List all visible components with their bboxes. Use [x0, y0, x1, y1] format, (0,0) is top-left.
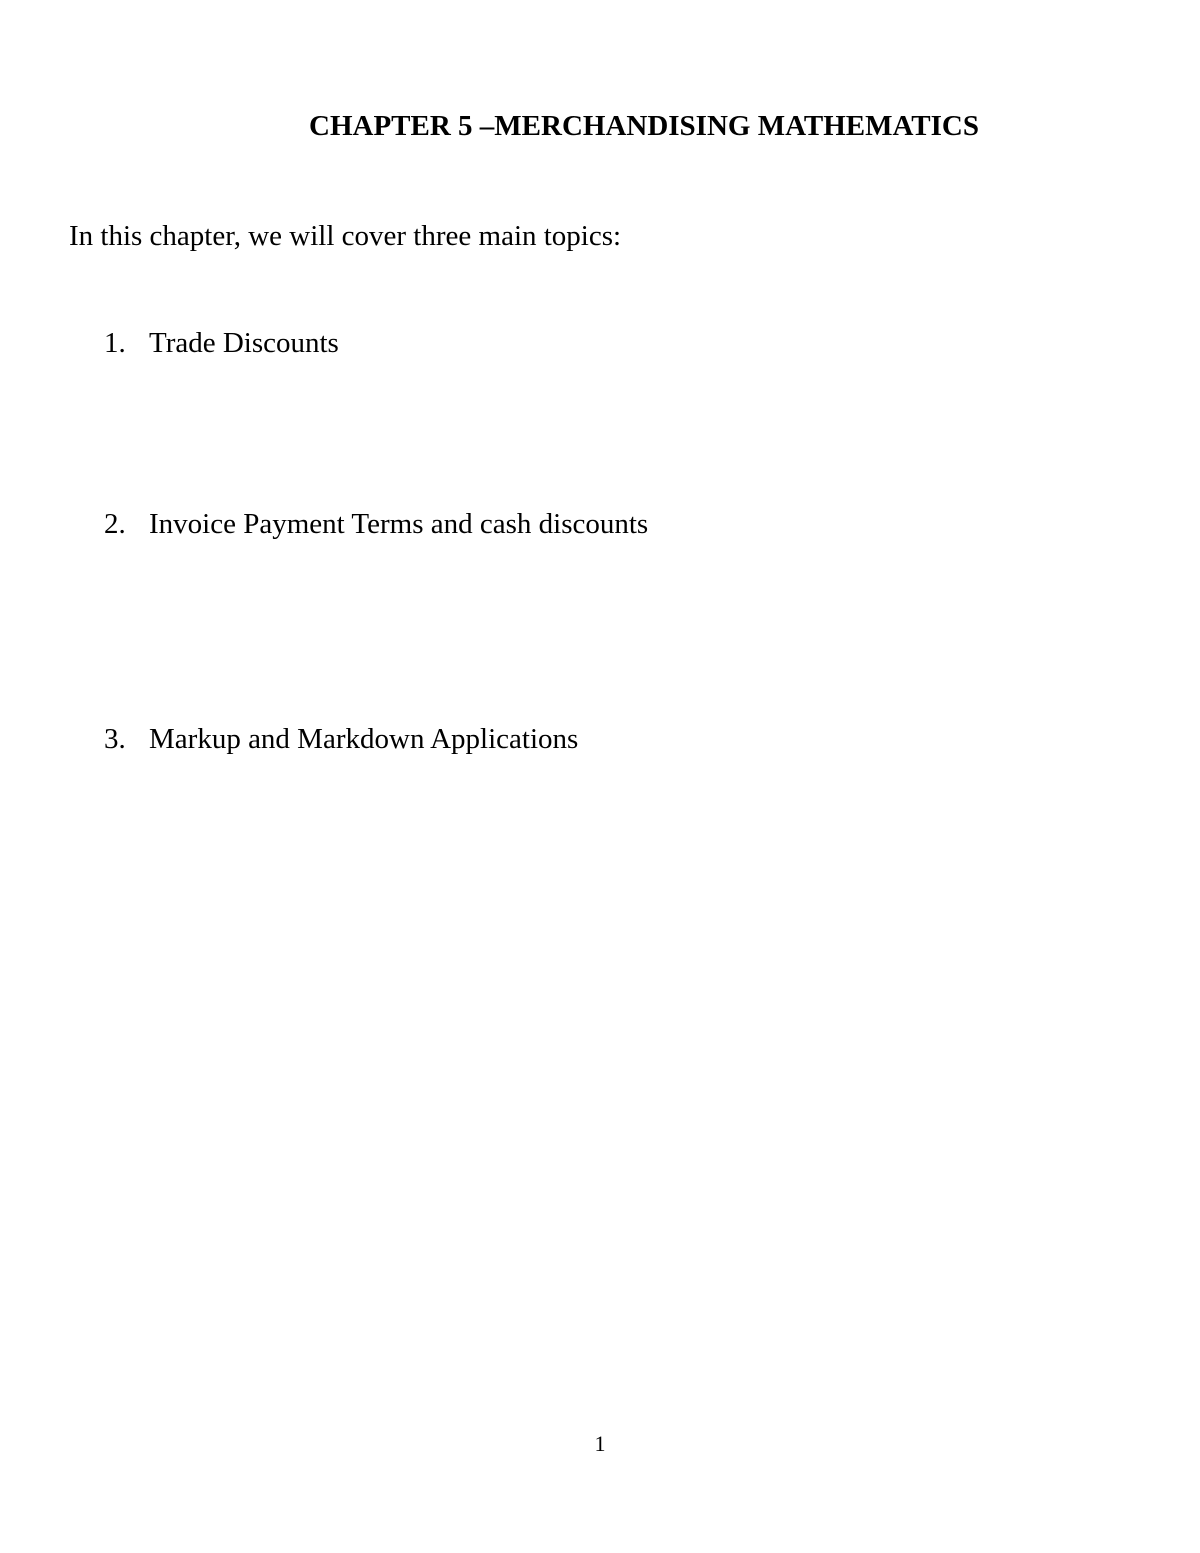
list-item-number: 1. — [104, 327, 126, 359]
list-item-number: 2. — [104, 508, 126, 540]
topic-list-item — [104, 504, 648, 544]
page-number: 1 — [594, 1431, 606, 1456]
list-item-number: 3. — [104, 723, 126, 755]
topic-list-item — [104, 719, 578, 759]
list-item-label: Invoice Payment Terms and cash discounts — [149, 508, 649, 540]
list-item-label: Markup and Markdown Applications — [149, 723, 579, 755]
topic-list-item — [104, 323, 339, 363]
chapter-title: CHAPTER 5 –MERCHANDISING MATHEMATICS — [309, 110, 979, 142]
intro-paragraph: In this chapter, we will cover three main topics: — [69, 220, 622, 252]
list-item-label: Trade Discounts — [149, 327, 339, 359]
